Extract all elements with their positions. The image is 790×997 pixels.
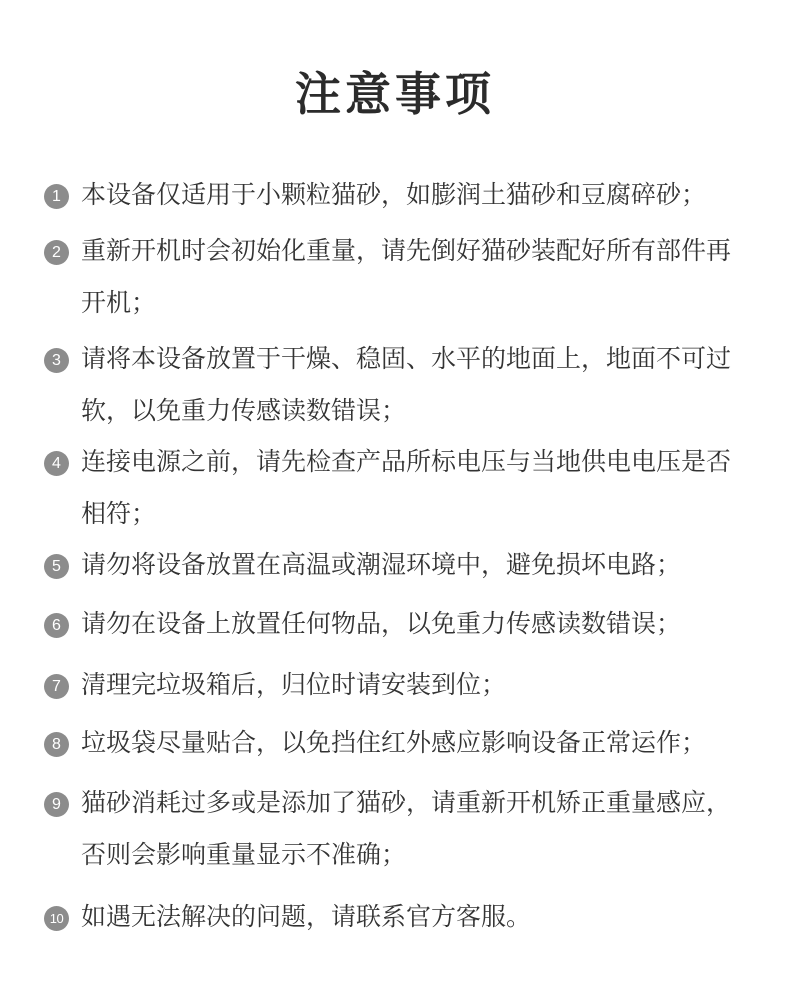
list-item	[44, 607, 749, 650]
number-badge: 5	[44, 554, 69, 579]
note-text: 本设备仅适用于小颗粒猫砂，如膨润土猫砂和豆腐碎砂；	[81, 180, 707, 209]
list-item	[44, 900, 749, 943]
list-item	[44, 234, 749, 329]
note-text: 清理完垃圾箱后，归位时请安装到位；	[81, 670, 507, 699]
list-item	[44, 548, 749, 591]
number-badge: 9	[44, 792, 69, 817]
number-badge: 7	[44, 674, 69, 699]
page-title: 注意事项	[295, 67, 495, 121]
list-item	[44, 786, 749, 881]
note-text: 请勿在设备上放置任何物品，以免重力传感读数错误；	[81, 609, 682, 638]
list-item	[44, 445, 749, 540]
note-text: 垃圾袋尽量贴合，以免挡住红外感应影响设备正常运作；	[81, 728, 707, 757]
note-text: 连接电源之前，请先检查产品所标电压与当地供电电压是否相符；	[81, 447, 732, 528]
number-badge: 2	[44, 240, 69, 265]
list-item	[44, 178, 749, 221]
number-badge: 10	[44, 906, 69, 931]
note-text: 重新开机时会初始化重量，请先倒好猫砂装配好所有部件再开机；	[81, 236, 732, 317]
list-item	[44, 668, 749, 711]
number-badge: 3	[44, 348, 69, 373]
number-badge: 1	[44, 184, 69, 209]
note-text: 猫砂消耗过多或是添加了猫砂，请重新开机矫正重量感应，否则会影响重量显示不准确；	[81, 788, 732, 869]
list-item	[44, 342, 749, 437]
note-text: 如遇无法解决的问题，请联系官方客服。	[81, 902, 532, 931]
list-item	[44, 726, 749, 769]
number-badge: 6	[44, 613, 69, 638]
number-badge: 8	[44, 732, 69, 757]
number-badge: 4	[44, 451, 69, 476]
note-text: 请将本设备放置于干燥、稳固、水平的地面上，地面不可过软，以免重力传感读数错误；	[81, 344, 732, 425]
note-text: 请勿将设备放置在高温或潮湿环境中，避免损坏电路；	[81, 550, 682, 579]
